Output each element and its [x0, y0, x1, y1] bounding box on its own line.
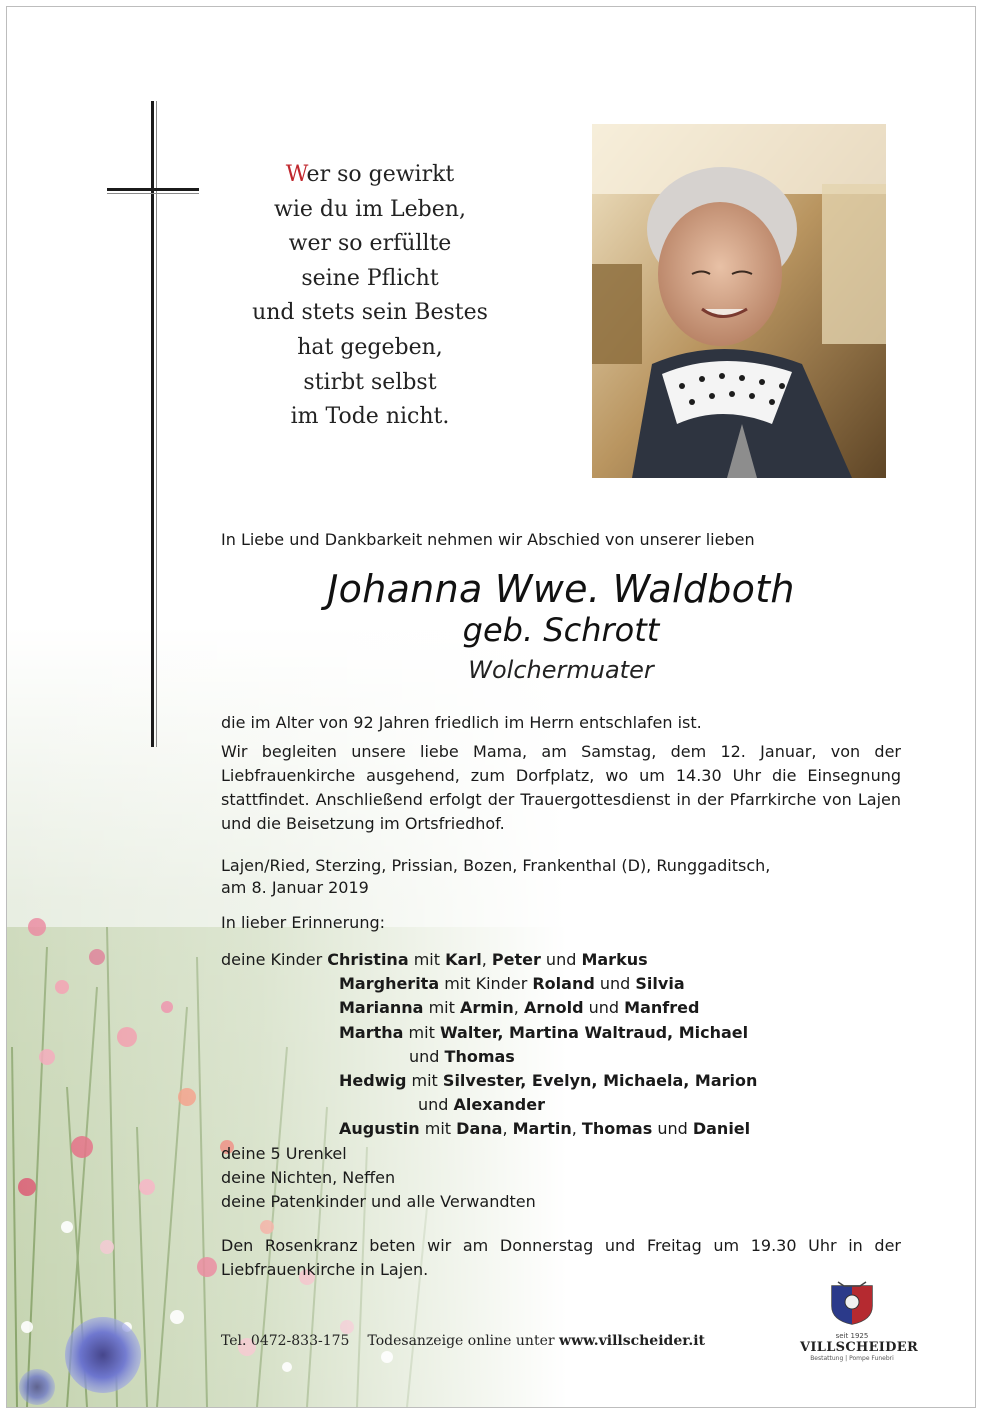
family-row: Margherita mit Kinder Roland und Silvia [339, 974, 685, 994]
family-row: deine 5 Urenkel [221, 1143, 347, 1163]
date-line: am 8. Januar 2019 [221, 878, 369, 897]
poem-line: stirbt selbst [303, 369, 437, 395]
family-row: deine Kinder Christina mit Karl, Peter und Markus [221, 950, 648, 969]
cross-shadow [156, 101, 157, 747]
family-row: Augustin mit Dana, Martin, Thomas und Daniel [339, 1119, 751, 1139]
portrait-photo [592, 124, 886, 478]
poem-line: und stets sein Bestes [252, 300, 488, 326]
family-row: Hedwig mit Silvester, Evelyn, Michaela, Marion [339, 1071, 758, 1091]
ceremony-details: Wir begleiten unsere liebe Mama, am Samstag, dem 12. Januar, von der Liebfrauenkirche ausgehend, zum Dorfplatz, wo um 14.30 Uhr die Einsegnung stattfindet. Anschließend erfolgt der Trauergottesdienst in der Pfarrkirche von Lajen und die Beisetzung im Ortsfriedhof. [221, 742, 901, 833]
poem-line: seine Pflicht [301, 265, 439, 291]
remembrance-heading: In lieber Erinnerung: [221, 913, 386, 932]
nickname: Wolchermuater [468, 656, 654, 684]
death-statement: die im Alter von 92 Jahren friedlich im Herrn entschlafen ist. [221, 713, 702, 732]
crest-icon [824, 1278, 880, 1326]
logo-since: seit 1925 [835, 1332, 869, 1340]
family-list [221, 948, 921, 1214]
intro-text: In Liebe und Dankbarkeit nehmen wir Abschied von unserer lieben [221, 530, 755, 549]
poem-line: hat gegeben, [297, 334, 443, 360]
memorial-poem [250, 158, 490, 435]
poem-initial: W [285, 162, 307, 187]
villscheider-logo [800, 1278, 919, 1362]
poem-line: wer so erfüllte [288, 231, 452, 257]
poem-line: im Tode nicht. [290, 404, 450, 430]
poem-line: Wer so gewirkt [285, 162, 455, 187]
cross-icon [151, 101, 154, 747]
rosary-notice: Den Rosenkranz beten wir am Donnerstag und Freitag um 19.30 Uhr in der Liebfrauenkirche in Lajen. [221, 1236, 901, 1279]
website-link[interactable]: www.villscheider.it [559, 1333, 705, 1349]
family-row: Marianna mit Armin, Arnold und Manfred [339, 998, 700, 1018]
online-label: Todesanzeige online unter [367, 1333, 555, 1349]
places-line: Lajen/Ried, Sterzing, Prissian, Bozen, Frankenthal (D), Runggaditsch, [221, 856, 771, 875]
cross-bar [107, 188, 199, 191]
footer [221, 1333, 705, 1349]
family-row: und Alexander [418, 1095, 545, 1115]
cross-bar-shadow [107, 193, 199, 194]
maiden-name: geb. Schrott [462, 611, 660, 649]
logo-brand: VILLSCHEIDER [800, 1340, 919, 1355]
family-row: und Thomas [409, 1046, 515, 1066]
logo-subtitle: Bestattung | Pompe Funebri [810, 1355, 894, 1362]
deceased-name: Johanna Wwe. Waldboth [327, 567, 795, 611]
phone-number: Tel. 0472-833-175 [221, 1333, 350, 1349]
family-row: deine Nichten, Neffen [221, 1167, 396, 1187]
family-row: Martha mit Walter, Martina Waltraud, Michael [339, 1022, 749, 1042]
poem-line: wie du im Leben, [274, 196, 466, 222]
places-and-date [221, 855, 901, 899]
family-row: deine Patenkinder und alle Verwandten [221, 1192, 536, 1212]
